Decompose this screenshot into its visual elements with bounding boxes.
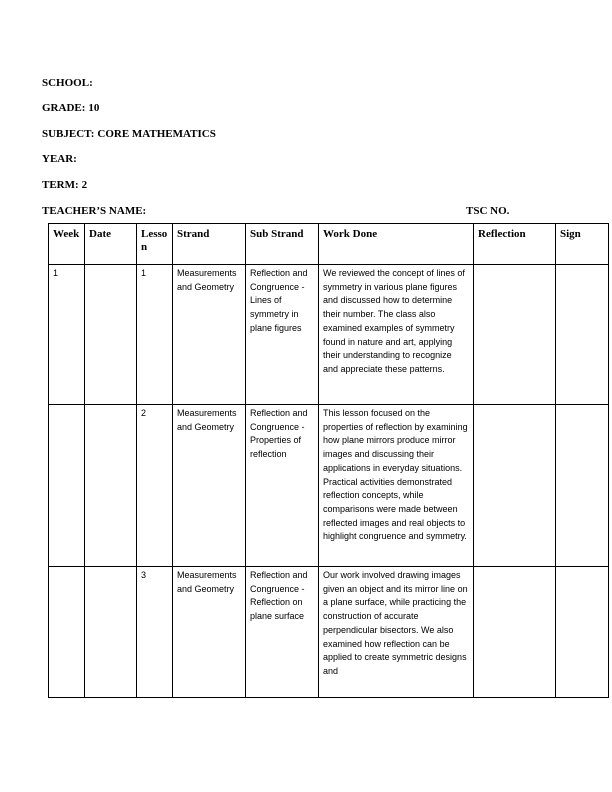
col-header-lesson: Lesson (137, 224, 173, 265)
teacher-name-label: TEACHER’S NAME: (42, 205, 147, 217)
grade-label: GRADE: (42, 102, 86, 114)
lesson-cell: 2 (137, 405, 173, 567)
subject-label: SUBJECT: (42, 128, 95, 140)
week-cell: 1 (49, 265, 85, 405)
reflection-cell (474, 567, 556, 698)
year-label: YEAR: (42, 153, 77, 165)
col-header-week: Week (49, 224, 85, 265)
work-done-cell: We reviewed the concept of lines of symmetry in various plane figures and discussed how to determine their number. The class also examined examples of symmetry found in nature and art, applying their understanding to recognize and appreciate these patterns. (319, 265, 474, 405)
term-value: 2 (81, 179, 88, 191)
table-row (49, 265, 609, 405)
col-header-sub-strand: Sub Strand (246, 224, 319, 265)
record-of-work-table (48, 223, 609, 698)
date-cell (85, 405, 137, 567)
subject-line (42, 128, 216, 141)
school-label: SCHOOL: (42, 77, 93, 89)
col-header-sign: Sign (556, 224, 609, 265)
table-row (49, 405, 609, 567)
date-cell (85, 567, 137, 698)
table-header-row (49, 224, 609, 265)
term-label: TERM: (42, 179, 79, 191)
lesson-cell: 3 (137, 567, 173, 698)
strand-cell: Measurements and Geometry (173, 405, 246, 567)
reflection-cell (474, 265, 556, 405)
grade-value: 10 (88, 102, 100, 114)
year-line (42, 153, 80, 166)
tsc-label: TSC NO. (466, 205, 510, 217)
sub-strand-cell: Reflection and Congruence - Properties of reflection (246, 405, 319, 567)
strand-cell: Measurements and Geometry (173, 265, 246, 405)
sign-cell (556, 567, 609, 698)
work-done-cell: Our work involved drawing images given an object and its mirror line on a plane surface, while practicing the construction of accurate perpendicular bisectors. We also examined how reflection can be applied to create symmetric designs and (319, 567, 474, 698)
subject-value: CORE MATHEMATICS (97, 128, 216, 140)
week-cell (49, 405, 85, 567)
sub-strand-cell: Reflection and Congruence - Reflection on plane surface (246, 567, 319, 698)
date-cell (85, 265, 137, 405)
col-header-strand: Strand (173, 224, 246, 265)
school-line (42, 77, 96, 90)
grade-line (42, 102, 99, 115)
sign-cell (556, 265, 609, 405)
col-header-reflection: Reflection (474, 224, 556, 265)
table-row (49, 567, 609, 698)
sub-strand-cell: Reflection and Congruence - Lines of symmetry in plane figures (246, 265, 319, 405)
week-cell (49, 567, 85, 698)
reflection-cell (474, 405, 556, 567)
tsc-line (466, 205, 512, 217)
term-line (42, 179, 87, 192)
lesson-cell: 1 (137, 265, 173, 405)
teacher-line (42, 205, 149, 218)
work-done-cell: This lesson focused on the properties of reflection by examining how plane mirrors produce mirror images and discussing their applications in everyday situations. Practical activities demonstrated reflection concepts, while comparisons were made between reflected images and real objects to highlight congruence and symmetry. (319, 405, 474, 567)
strand-cell: Measurements and Geometry (173, 567, 246, 698)
col-header-work-done: Work Done (319, 224, 474, 265)
col-header-date: Date (85, 224, 137, 265)
sign-cell (556, 405, 609, 567)
